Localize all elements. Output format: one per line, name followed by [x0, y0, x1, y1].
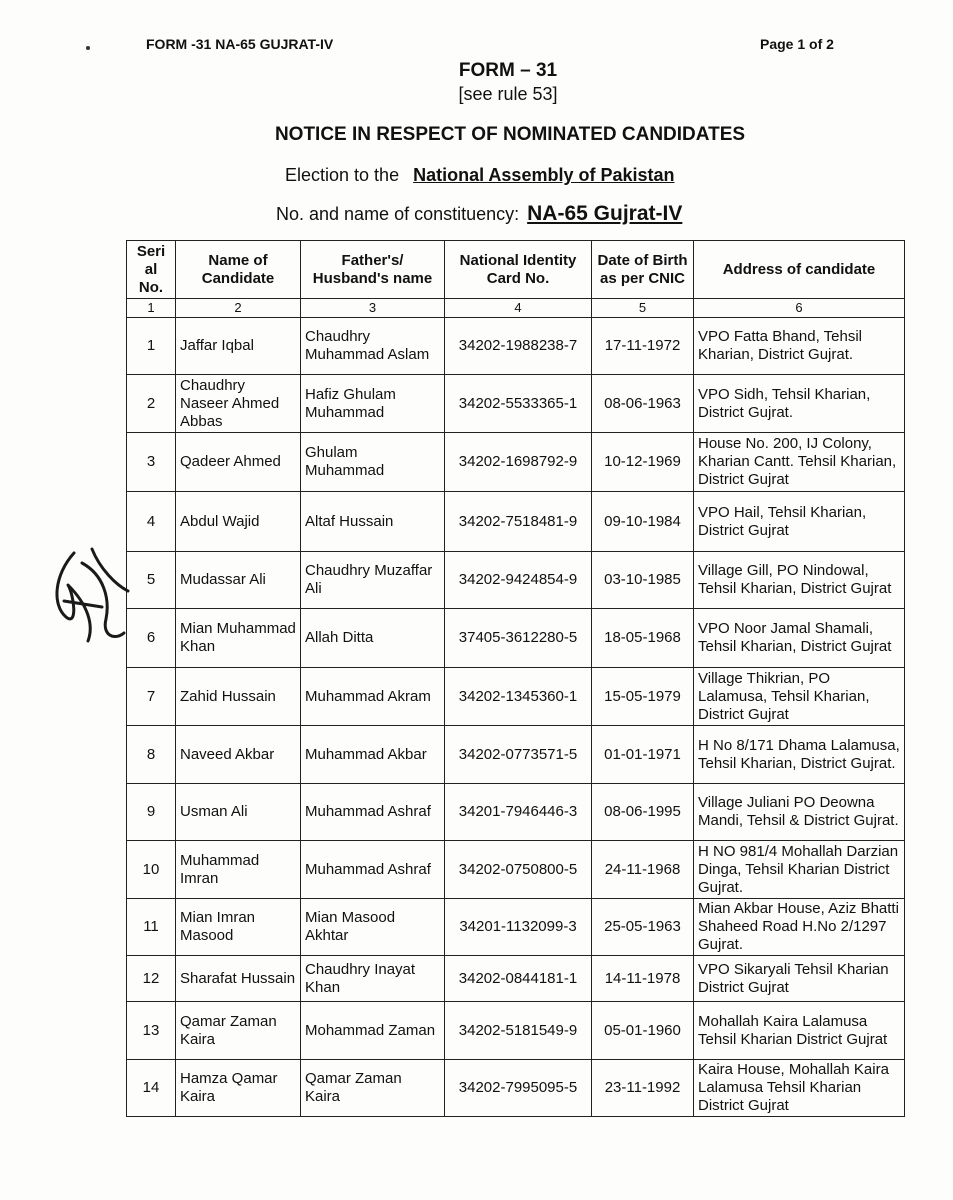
dob-cell: 15-05-1979	[592, 668, 694, 726]
column-number: 3	[301, 299, 445, 318]
election-value: National Assembly of Pakistan	[413, 165, 675, 185]
serial-cell: 13	[127, 1002, 176, 1060]
table-row	[127, 552, 905, 609]
election-line	[285, 165, 675, 186]
serial-cell: 1	[127, 318, 176, 375]
cnic-cell: 34202-5181549-9	[445, 1002, 592, 1060]
father-name-cell: Mohammad Zaman	[301, 1002, 445, 1060]
father-name-cell: Muhammad Akbar	[301, 726, 445, 784]
header-serial: Seri al No.	[127, 241, 176, 299]
serial-cell: 5	[127, 552, 176, 609]
address-cell: VPO Fatta Bhand, Tehsil Kharian, District Gujrat.	[694, 318, 905, 375]
header-dob: Date of Birth as per CNIC	[592, 241, 694, 299]
election-label: Election to the	[285, 165, 400, 185]
dob-cell: 14-11-1978	[592, 956, 694, 1002]
address-cell: Mohallah Kaira Lalamusa Tehsil Kharian District Gujrat	[694, 1002, 905, 1060]
candidate-name-cell: Qadeer Ahmed	[176, 433, 301, 492]
serial-cell: 11	[127, 899, 176, 956]
cnic-cell: 34201-7946446-3	[445, 784, 592, 841]
table-row	[127, 1060, 905, 1117]
table-row	[127, 433, 905, 492]
father-name-cell: Chaudhry Inayat Khan	[301, 956, 445, 1002]
serial-cell: 2	[127, 375, 176, 433]
address-cell: VPO Hail, Tehsil Kharian, District Gujrat	[694, 492, 905, 552]
table-row	[127, 492, 905, 552]
cnic-cell: 34202-0773571-5	[445, 726, 592, 784]
cnic-cell: 34202-1698792-9	[445, 433, 592, 492]
notice-heading: NOTICE IN RESPECT OF NOMINATED CANDIDATES	[274, 124, 746, 145]
father-name-cell: Muhammad Ashraf	[301, 841, 445, 899]
cnic-cell: 34202-9424854-9	[445, 552, 592, 609]
address-cell: H NO 981/4 Mohallah Darzian Dinga, Tehsil Kharian District Gujrat.	[694, 841, 905, 899]
candidate-name-cell: Usman Ali	[176, 784, 301, 841]
dob-cell: 25-05-1963	[592, 899, 694, 956]
dob-cell: 08-06-1995	[592, 784, 694, 841]
father-name-cell: Allah Ditta	[301, 609, 445, 668]
serial-cell: 3	[127, 433, 176, 492]
address-cell: Kaira House, Mohallah Kaira Lalamusa Tehsil Kharian District Gujrat	[694, 1060, 905, 1117]
serial-cell: 12	[127, 956, 176, 1002]
column-number: 6	[694, 299, 905, 318]
dob-cell: 18-05-1968	[592, 609, 694, 668]
cnic-cell: 34202-5533365-1	[445, 375, 592, 433]
dob-cell: 23-11-1992	[592, 1060, 694, 1117]
address-cell: Village Juliani PO Deowna Mandi, Tehsil & District Gujrat.	[694, 784, 905, 841]
serial-cell: 7	[127, 668, 176, 726]
serial-cell: 8	[127, 726, 176, 784]
column-number: 5	[592, 299, 694, 318]
speck-mark	[86, 46, 90, 50]
table-header-row	[127, 241, 905, 299]
table-row	[127, 841, 905, 899]
father-name-cell: Ghulam Muhammad	[301, 433, 445, 492]
candidate-name-cell: Jaffar Iqbal	[176, 318, 301, 375]
cnic-cell: 34202-1988238-7	[445, 318, 592, 375]
candidate-name-cell: Qamar Zaman Kaira	[176, 1002, 301, 1060]
header-address: Address of candidate	[694, 241, 905, 299]
address-cell: VPO Sikaryali Tehsil Kharian District Gujrat	[694, 956, 905, 1002]
candidate-name-cell: Chaudhry Naseer Ahmed Abbas	[176, 375, 301, 433]
serial-cell: 6	[127, 609, 176, 668]
form-reference: FORM -31 NA-65 GUJRAT-IV	[146, 36, 334, 52]
dob-cell: 10-12-1969	[592, 433, 694, 492]
candidate-name-cell: Mian Muhammad Khan	[176, 609, 301, 668]
form-rule: [see rule 53]	[458, 84, 558, 104]
candidate-name-cell: Abdul Wajid	[176, 492, 301, 552]
constituency-value: NA-65 Gujrat-IV	[527, 202, 683, 225]
address-cell: Village Thikrian, PO Lalamusa, Tehsil Kharian, District Gujrat	[694, 668, 905, 726]
serial-cell: 14	[127, 1060, 176, 1117]
cnic-cell: 34202-0750800-5	[445, 841, 592, 899]
cnic-cell: 34202-7518481-9	[445, 492, 592, 552]
column-number-row	[127, 299, 905, 318]
address-cell: VPO Sidh, Tehsil Kharian, District Gujrat.	[694, 375, 905, 433]
header-name: Name of Candidate	[176, 241, 301, 299]
table-row	[127, 899, 905, 956]
father-name-cell: Qamar Zaman Kaira	[301, 1060, 445, 1117]
serial-cell: 9	[127, 784, 176, 841]
father-name-cell: Muhammad Ashraf	[301, 784, 445, 841]
candidate-name-cell: Mudassar Ali	[176, 552, 301, 609]
page-number: Page 1 of 2	[760, 36, 834, 52]
cnic-cell: 34202-0844181-1	[445, 956, 592, 1002]
cnic-cell: 34201-1132099-3	[445, 899, 592, 956]
table-row	[127, 375, 905, 433]
address-cell: Village Gill, PO Nindowal, Tehsil Kharian, District Gujrat	[694, 552, 905, 609]
table-row	[127, 1002, 905, 1060]
candidate-name-cell: Zahid Hussain	[176, 668, 301, 726]
candidate-name-cell: Hamza Qamar Kaira	[176, 1060, 301, 1117]
candidate-name-cell: Muhammad Imran	[176, 841, 301, 899]
header-father: Father's/ Husband's name	[301, 241, 445, 299]
address-cell: H No 8/171 Dhama Lalamusa, Tehsil Kharian, District Gujrat.	[694, 726, 905, 784]
form-title: FORM – 31	[458, 60, 558, 81]
table-row	[127, 609, 905, 668]
table-row	[127, 318, 905, 375]
dob-cell: 08-06-1963	[592, 375, 694, 433]
candidate-name-cell: Naveed Akbar	[176, 726, 301, 784]
father-name-cell: Altaf Hussain	[301, 492, 445, 552]
dob-cell: 03-10-1985	[592, 552, 694, 609]
header-cnic: National Identity Card No.	[445, 241, 592, 299]
father-name-cell: Muhammad Akram	[301, 668, 445, 726]
dob-cell: 05-01-1960	[592, 1002, 694, 1060]
candidate-name-cell: Mian Imran Masood	[176, 899, 301, 956]
table-row	[127, 784, 905, 841]
serial-cell: 4	[127, 492, 176, 552]
candidate-name-cell: Sharafat Hussain	[176, 956, 301, 1002]
address-cell: VPO Noor Jamal Shamali, Tehsil Kharian, District Gujrat	[694, 609, 905, 668]
cnic-cell: 34202-1345360-1	[445, 668, 592, 726]
table-row	[127, 726, 905, 784]
father-name-cell: Chaudhry Muhammad Aslam	[301, 318, 445, 375]
father-name-cell: Mian Masood Akhtar	[301, 899, 445, 956]
constituency-label: No. and name of constituency:	[276, 204, 520, 224]
father-name-cell: Hafiz Ghulam Muhammad	[301, 375, 445, 433]
column-number: 1	[127, 299, 176, 318]
cnic-cell: 37405-3612280-5	[445, 609, 592, 668]
cnic-cell: 34202-7995095-5	[445, 1060, 592, 1117]
table-row	[127, 668, 905, 726]
address-cell: House No. 200, IJ Colony, Kharian Cantt. Tehsil Kharian, District Gujrat	[694, 433, 905, 492]
dob-cell: 01-01-1971	[592, 726, 694, 784]
table-row	[127, 956, 905, 1002]
serial-cell: 10	[127, 841, 176, 899]
signature-mark	[44, 545, 134, 655]
address-cell: Mian Akbar House, Aziz Bhatti Shaheed Road H.No 2/1297 Gujrat.	[694, 899, 905, 956]
column-number: 2	[176, 299, 301, 318]
candidates-table	[126, 240, 905, 1117]
dob-cell: 17-11-1972	[592, 318, 694, 375]
father-name-cell: Chaudhry Muzaffar Ali	[301, 552, 445, 609]
column-number: 4	[445, 299, 592, 318]
dob-cell: 09-10-1984	[592, 492, 694, 552]
dob-cell: 24-11-1968	[592, 841, 694, 899]
constituency-line	[276, 202, 682, 226]
